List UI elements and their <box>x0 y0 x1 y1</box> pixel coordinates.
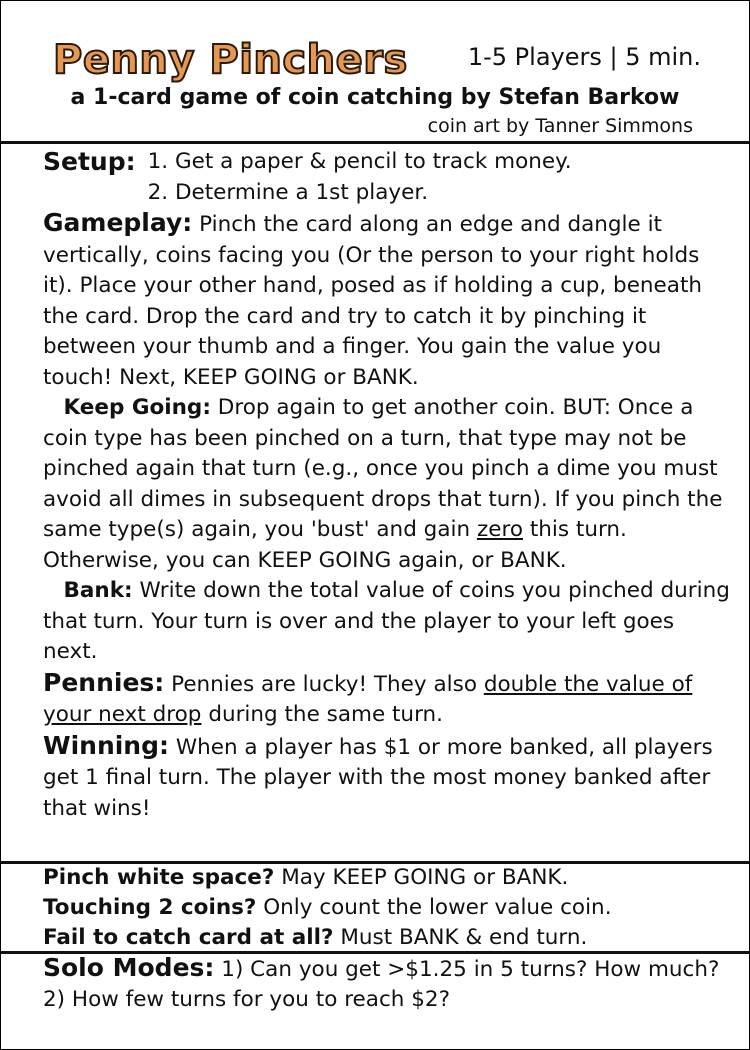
gameplay-text: Pinch the card along an edge and dangle it vertically, coins facing you (Or the person to your right holds it). Place your other hand, posed as if holding a cup, beneath the card. Drop the card and try to catch it by pinching it between your thumb and a finger. You gain the value you touch! Next, KEEP GOING or BANK. <box>43 212 703 390</box>
faq-question-3: Fail to catch card at all? <box>43 925 334 950</box>
bank-label: Bank: <box>63 578 133 603</box>
setup-step-1: 1. Get a paper & pencil to track money. <box>147 149 572 174</box>
pennies-label: Pennies: <box>43 667 165 697</box>
game-title-logo: Penny Pinchers <box>53 37 408 83</box>
winning-label: Winning: <box>43 730 170 760</box>
winning-section <box>43 731 735 825</box>
faq-question-1: Pinch white space? <box>43 865 275 890</box>
solo-label: Solo Modes: <box>43 953 215 982</box>
divider-top <box>1 141 749 144</box>
faq-answer-1: May KEEP GOING or BANK. <box>281 865 569 890</box>
faq-question-2: Touching 2 coins? <box>43 895 257 920</box>
faq-answer-2: Only count the lower value coin. <box>263 895 612 920</box>
gameplay-section <box>43 208 735 393</box>
pennies-text-a: Pennies are lucky! They also <box>171 671 477 697</box>
art-credit: coin art by Tanner Simmons <box>427 115 693 137</box>
player-count-time: 1-5 Players | 5 min. <box>467 43 701 71</box>
faq-section <box>43 863 735 953</box>
rules-body <box>43 147 735 824</box>
keep-going-zero: zero <box>476 517 523 542</box>
bank-text: Write down the total value of coins you pinched during that turn. Your turn is over and the player to your left goes next. <box>43 578 730 664</box>
faq-item <box>43 863 735 893</box>
winning-text: When a player has $1 or more banked, all players get 1 final turn. The player with the most money banked after that wins! <box>43 734 713 821</box>
pennies-section <box>43 668 735 731</box>
setup-section <box>43 147 735 208</box>
keep-going-label: Keep Going: <box>63 395 211 420</box>
keep-going-section <box>43 393 735 576</box>
pennies-text-b: during the same turn. <box>208 702 443 727</box>
solo-section <box>43 953 735 1015</box>
setup-step-2: 2. Determine a 1st player. <box>147 179 429 205</box>
pennies-underlined: double the value of your next drop <box>43 671 693 727</box>
setup-label: Setup: <box>43 147 136 176</box>
gameplay-label: Gameplay: <box>43 208 193 237</box>
solo-text: 1) Can you get >$1.25 in 5 turns? How much? 2) How few turns for you to reach $2? <box>43 957 720 1012</box>
bank-section <box>43 576 735 668</box>
faq-answer-3: Must BANK & end turn. <box>340 925 588 950</box>
subtitle: a 1-card game of coin catching by Stefan Barkow <box>70 85 680 110</box>
faq-item <box>43 893 735 923</box>
keep-going-text-a: Drop again to get another coin. BUT: Once a coin type has been pinched on a turn, that type may not be pinched again that turn (e.g., once you pinch a dime you must avoid all dimes in subsequent drops that turn). If you pinch the same type(s) again, you 'bust' and gain <box>43 395 723 542</box>
keep-going-text-b: this turn. Otherwise, you can KEEP GOING again, or BANK. <box>43 517 627 573</box>
faq-item <box>43 923 735 953</box>
